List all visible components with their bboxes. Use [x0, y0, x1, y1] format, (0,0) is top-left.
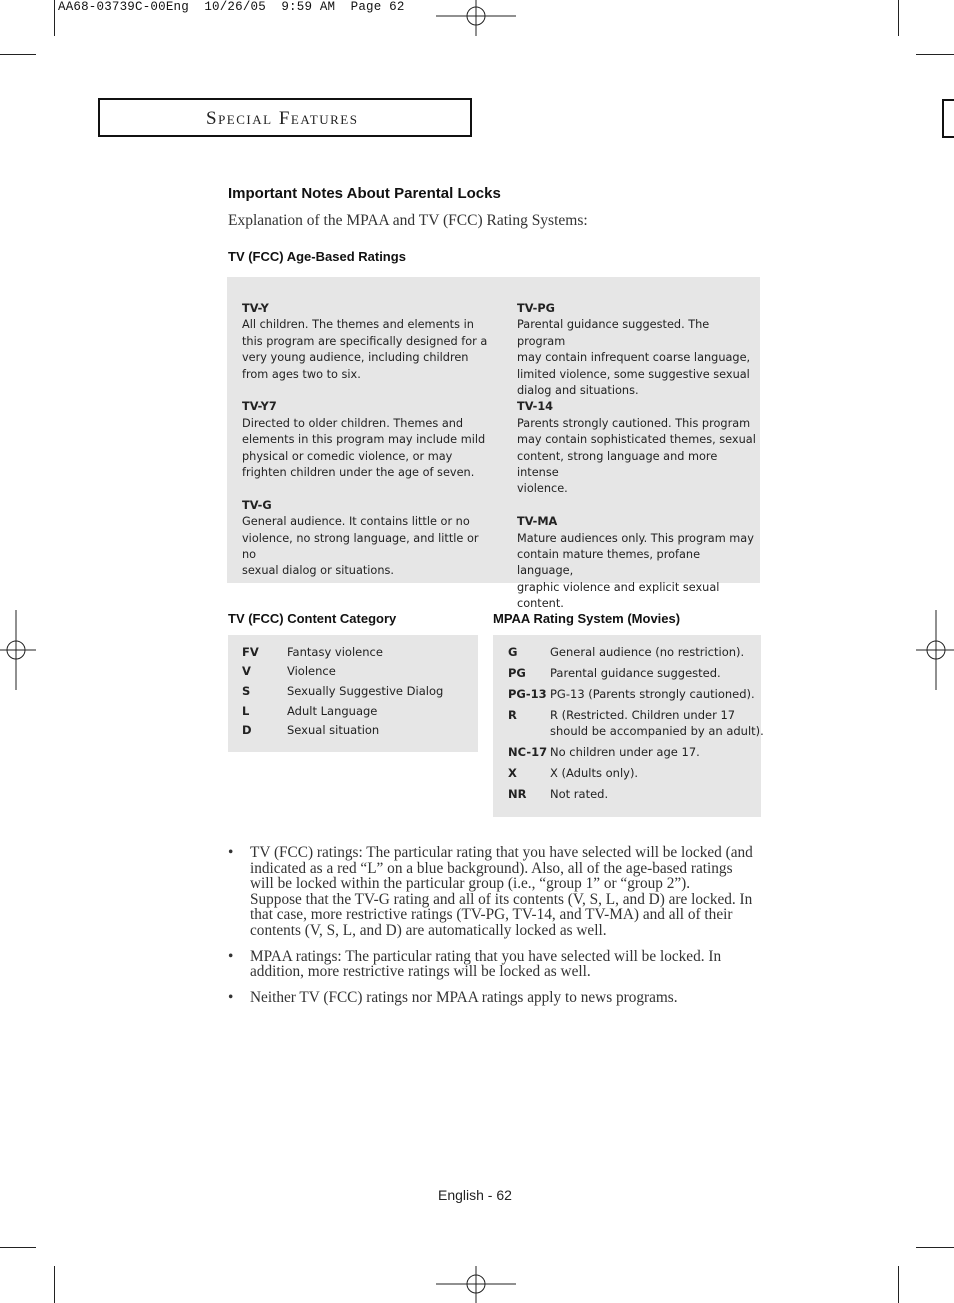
mpaa-description: No children under age 17.: [550, 745, 700, 759]
content-code: S: [242, 684, 251, 698]
mpaa-code: NR: [508, 787, 527, 801]
rating-description-line: physical or comedic violence, or may: [242, 449, 453, 463]
note-item: [228, 949, 758, 980]
mpaa-code: PG: [508, 666, 526, 680]
rating-description-line: General audience. It contains little or no: [242, 515, 470, 529]
mpaa-heading: MPAA Rating System (Movies): [493, 611, 681, 626]
content-category-heading: TV (FCC) Content Category: [228, 611, 397, 626]
rating-description-line: sexual dialog or situations.: [242, 564, 394, 578]
content-description: Violence: [287, 664, 336, 678]
intro-text: Explanation of the MPAA and TV (FCC) Rating Systems:: [228, 212, 588, 229]
mpaa-code: G: [508, 645, 518, 659]
rating-code: TV-14: [517, 400, 554, 414]
rating-code: TV-MA: [517, 515, 558, 529]
rating-code: TV-Y: [242, 302, 269, 315]
content-description: Sexually Suggestive Dialog: [287, 684, 444, 698]
section-title: Special Features: [206, 108, 359, 129]
rating-description-line: may contain sophisticated themes, sexual: [517, 433, 756, 447]
crop-mark: [0, 1247, 36, 1248]
rating-code: TV-PG: [517, 302, 555, 315]
age-based-heading: TV (FCC) Age-Based Ratings: [228, 249, 406, 264]
note-item: [228, 845, 758, 939]
rating-description-line: this program are specifically designed for a: [242, 334, 488, 348]
rating-description-line: may contain infrequent coarse language,: [517, 351, 751, 365]
registration-mark-left: [0, 610, 36, 692]
note-paragraph: MPAA ratings: The particular rating that you have selected will be locked. In addition, more restrictive ratings will be locked as well.: [250, 947, 722, 981]
rating-description-line: contain mature themes, profane language,: [517, 548, 701, 578]
crop-mark: [916, 1247, 954, 1248]
page-heading: Important Notes About Parental Locks: [228, 185, 501, 202]
age-based-left-column: [242, 301, 492, 580]
rating-description-line: Parents strongly cautioned. This program: [517, 416, 751, 430]
rating-description-line: violence, no strong language, and little or no: [242, 531, 479, 562]
bullet-dot-icon: •: [228, 844, 234, 861]
age-based-right-column: [517, 301, 757, 613]
print-slug: AA68-03739C-00Eng 10/26/05 9:59 AM Page 62: [58, 0, 405, 14]
mpaa-code: X: [508, 766, 517, 780]
page-number: English - 62: [438, 1187, 512, 1203]
registration-mark-bottom: [436, 1266, 518, 1303]
mpaa-description: R (Restricted. Children under 17 should be accompanied by an adult).: [550, 708, 764, 739]
crop-mark: [916, 54, 954, 55]
mpaa-code: NC-17: [508, 745, 548, 759]
rating-description-line: very young audience, including children: [242, 351, 469, 365]
bullet-dot-icon: •: [228, 988, 234, 1006]
mpaa-description: X (Adults only).: [550, 766, 639, 780]
rating-description-line: limited violence, some suggestive sexual: [517, 367, 750, 381]
content-description: Adult Language: [287, 704, 378, 718]
rating-description-line: Mature audiences only. This program may: [517, 531, 754, 545]
rating-description-line: All children. The themes and elements in: [242, 318, 474, 332]
section-header-box: [98, 98, 472, 137]
mpaa-description: PG-13 (Parents strongly cautioned).: [550, 687, 755, 701]
content-code: FV: [242, 645, 259, 659]
content-code: D: [242, 723, 252, 737]
notes-list: [228, 845, 758, 1015]
bullet-dot-icon: •: [228, 947, 234, 965]
content-code: L: [242, 704, 250, 718]
crop-mark: [54, 0, 55, 36]
rating-code: TV-G: [242, 498, 272, 512]
note-paragraph: Suppose that the TV-G rating and all of its contents (V, S, L, and D) are locked. In that case, more restrictive ratings (TV-PG, TV-14, and TV-MA) and all of their contents (V, S, L, and D) are automatically locked as well.: [250, 890, 753, 939]
rating-description-line: Parental guidance suggested. The program: [517, 318, 710, 348]
mpaa-code: PG-13: [508, 687, 547, 701]
note-item: [228, 990, 758, 1006]
rating-description-line: content.: [517, 597, 564, 611]
rating-description-line: Directed to older children. Themes and: [242, 416, 464, 430]
rating-description-line: frighten children under the age of seven.: [242, 466, 475, 480]
rating-description-line: violence.: [517, 482, 568, 496]
note-paragraph: TV (FCC) ratings: The particular rating that you have selected will be locked (and indicated as a red “L” on a blue background). Also, all of the age-based ratings will be locked within the particular group (i.e., “group 1” or “group 2”).: [250, 844, 753, 893]
crop-mark: [898, 0, 899, 36]
mpaa-description: General audience (no restriction).: [550, 645, 745, 659]
crop-mark: [54, 1266, 55, 1303]
registration-mark-top: [436, 0, 518, 36]
crop-mark: [0, 54, 36, 55]
note-paragraph: Neither TV (FCC) ratings nor MPAA ratings apply to news programs.: [250, 988, 678, 1006]
thumb-tab-mark: [942, 99, 954, 138]
rating-description-line: content, strong language and more intense: [517, 449, 718, 480]
content-description: Fantasy violence: [287, 645, 383, 659]
content-description: Sexual situation: [287, 723, 380, 737]
rating-description-line: elements in this program may include mild: [242, 433, 486, 447]
mpaa-description: Not rated.: [550, 787, 609, 801]
mpaa-code: R: [508, 708, 517, 722]
content-code: V: [242, 664, 251, 678]
registration-mark-right: [916, 610, 954, 692]
rating-description-line: dialog and situations.: [517, 384, 639, 398]
mpaa-description: Parental guidance suggested.: [550, 666, 721, 680]
rating-code: TV-Y7: [242, 400, 277, 414]
rating-description-line: from ages two to six.: [242, 367, 361, 381]
rating-description-line: graphic violence and explicit sexual: [517, 580, 720, 594]
crop-mark: [898, 1266, 899, 1303]
